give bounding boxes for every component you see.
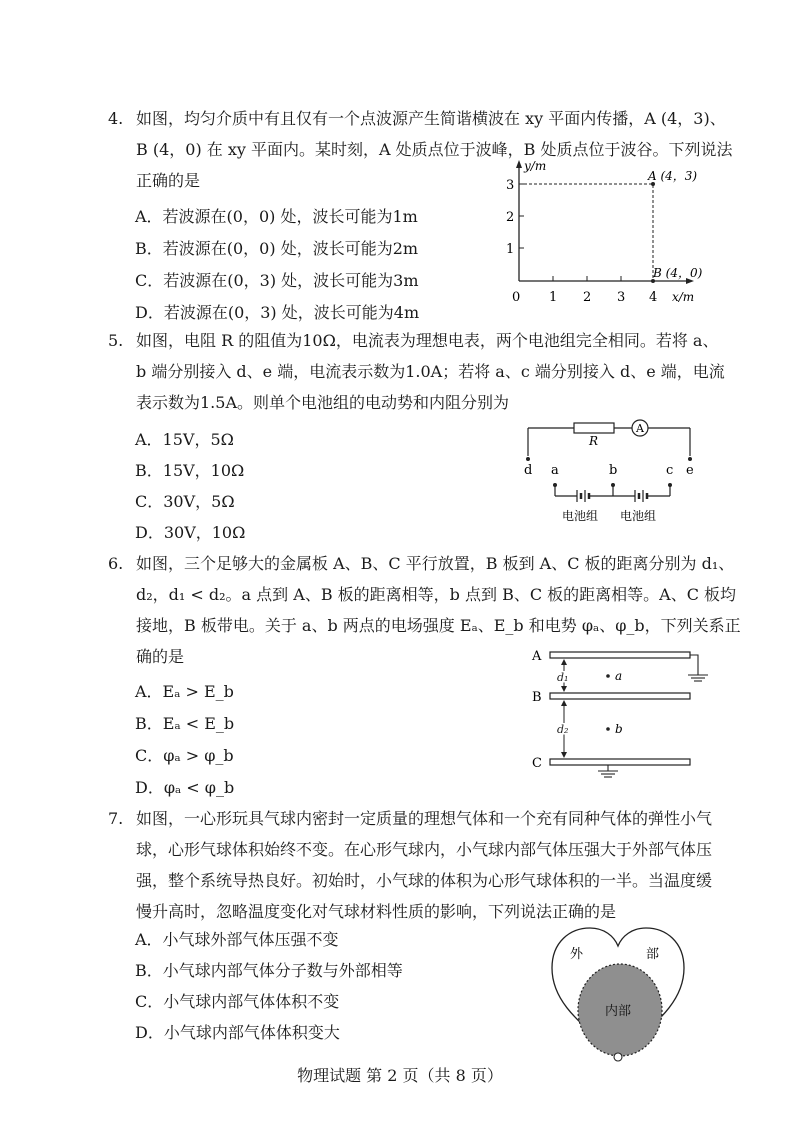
option-c: C．若波源在(0，3) 处，波长可能为3m bbox=[135, 271, 419, 290]
question-text-line: 如图，一心形玩具气球内密封一定质量的理想气体和一个充有同种气体的弹性小气 bbox=[136, 809, 713, 828]
question-number: 5. bbox=[108, 331, 124, 350]
outer-label-right: 部 bbox=[646, 947, 660, 962]
option-c: C．小气球内部气体体积不变 bbox=[135, 992, 340, 1011]
question-text-line: 确的是 bbox=[136, 647, 185, 666]
origin-label: 0 bbox=[512, 290, 521, 305]
plate-b-label: B bbox=[532, 690, 542, 705]
plate-b bbox=[550, 693, 690, 699]
option-b: B．Eₐ < E_b bbox=[135, 714, 235, 733]
option-d: D．φₐ < φ_b bbox=[135, 778, 235, 797]
question-7 bbox=[108, 803, 728, 933]
question-text-line: 表示数为1.5A。则单个电池组的电动势和内阻分别为 bbox=[136, 393, 510, 412]
resistor-label: R bbox=[589, 434, 599, 448]
terminal-a: a bbox=[551, 463, 559, 478]
question-text-line: 慢升高时，忽略温度变化对气球材料性质的影响，下列说法正确的是 bbox=[136, 902, 617, 921]
option-d: D．小气球内部气体体积变大 bbox=[135, 1023, 340, 1042]
terminal-e: e bbox=[686, 463, 694, 478]
y-tick-label: 3 bbox=[506, 178, 515, 193]
ammeter-label: A bbox=[636, 422, 644, 435]
d1-label: d₁ bbox=[557, 671, 569, 684]
question-text-line: 接地，B 板带电。关于 a、b 两点的电场强度 Eₐ、E_b 和电势 φₐ、φ_b，下列关系正 bbox=[136, 616, 741, 635]
plate-c bbox=[550, 759, 690, 765]
terminal-b: b bbox=[609, 463, 618, 478]
terminal-c: c bbox=[666, 463, 674, 478]
plate-a bbox=[550, 652, 690, 658]
question-text-line: 球，心形气球体积始终不变。在心形气球内，小气球内部气体压强大于外部气体压 bbox=[136, 840, 713, 859]
q6-plates-drawing bbox=[528, 643, 708, 783]
question-text-line: d₂，d₁ < d₂。a 点到 A、B 板的距离相等，b 点到 B、C 板的距离相等。A、C 板均 bbox=[136, 585, 737, 604]
option-a: A．若波源在(0，0) 处，波长可能为1m bbox=[135, 207, 418, 226]
question-text-line: 正确的是 bbox=[136, 171, 201, 190]
x-tick-label: 4 bbox=[649, 290, 658, 305]
question-text-line: 如图，均匀介质中有且仅有一个点波源产生简谐横波在 xy 平面内传播，A (4，3)、 bbox=[136, 109, 726, 128]
q5-circuit-figure bbox=[520, 414, 700, 524]
question-text-line: B (4，0) 在 xy 平面内。某时刻，A 处质点位于波峰，B 处质点位于波谷。下列说法 bbox=[136, 140, 733, 159]
x-axis-label: x/m bbox=[672, 290, 695, 304]
x-tick-label: 2 bbox=[583, 290, 592, 305]
terminal-d: d bbox=[524, 463, 533, 478]
option-c: C．φₐ > φ_b bbox=[135, 746, 234, 765]
d2-label: d₂ bbox=[557, 723, 569, 736]
plate-a-label: A bbox=[532, 649, 542, 664]
ground-symbol-c bbox=[598, 771, 618, 777]
option-b: B．15V，10Ω bbox=[135, 461, 245, 480]
y-tick-label: 1 bbox=[506, 242, 515, 257]
point-b-label: B (4，0) bbox=[653, 266, 703, 280]
x-tick-label: 3 bbox=[617, 290, 626, 305]
y-axis-label: y/m bbox=[524, 159, 547, 173]
battery-label: 电池组 bbox=[620, 509, 657, 523]
option-b: B．小气球内部气体分子数与外部相等 bbox=[135, 961, 403, 980]
y-tick-label: 2 bbox=[506, 210, 515, 225]
resistor bbox=[574, 423, 614, 433]
question-number: 7. bbox=[108, 809, 124, 828]
page-footer: 物理试题 第 2 页（共 8 页） bbox=[297, 1066, 503, 1085]
inner-label: 内部 bbox=[605, 1004, 632, 1019]
question-text-line: b 端分别接入 d、e 端，电流表示数为1.0A；若将 a、c 端分别接入 d、e 端，电流 bbox=[136, 362, 725, 381]
point-b-label: b bbox=[615, 722, 623, 736]
point-a-label: A (4，3) bbox=[648, 169, 698, 183]
ground-wire-a bbox=[690, 655, 698, 675]
q7-heart-balloon-figure bbox=[548, 924, 688, 1064]
option-b: B．若波源在(0，0) 处，波长可能为2m bbox=[135, 239, 419, 258]
option-d: D．若波源在(0，3) 处，波长可能为4m bbox=[135, 303, 420, 322]
point-a-label: a bbox=[615, 669, 623, 683]
balloon-knot bbox=[614, 1053, 622, 1061]
question-text-line: 如图，电阻 R 的阻值为10Ω，电流表为理想电表，两个电池组完全相同。若将 a、 bbox=[136, 331, 719, 350]
ground-symbol-a bbox=[688, 675, 708, 681]
point-b-dot bbox=[606, 727, 610, 731]
option-d: D．30V，10Ω bbox=[135, 523, 246, 542]
question-text-line: 如图，三个足够大的金属板 A、B、C 平行放置，B 板到 A、C 板的距离分别为 d₁、 bbox=[136, 554, 735, 573]
q4-coordinate-figure bbox=[500, 158, 710, 308]
question-5 bbox=[108, 325, 725, 425]
dashed-guide bbox=[519, 184, 653, 281]
question-number: 6. bbox=[108, 554, 124, 573]
point-a-dot bbox=[606, 674, 610, 678]
option-a: A．小气球外部气体压强不变 bbox=[135, 930, 339, 949]
question-text-line: 强，整个系统导热良好。初始时，小气球的体积为心形气球体积的一半。当温度缓 bbox=[136, 871, 713, 890]
option-a: A．Eₐ > E_b bbox=[135, 682, 234, 701]
question-number: 4. bbox=[108, 109, 124, 128]
x-tick-label: 1 bbox=[549, 290, 558, 305]
option-c: C．30V，5Ω bbox=[135, 492, 235, 511]
outer-label-left: 外 bbox=[570, 947, 584, 962]
plate-c-label: C bbox=[532, 756, 542, 771]
battery-label: 电池组 bbox=[562, 509, 599, 523]
option-a: A．15V，5Ω bbox=[135, 430, 234, 449]
